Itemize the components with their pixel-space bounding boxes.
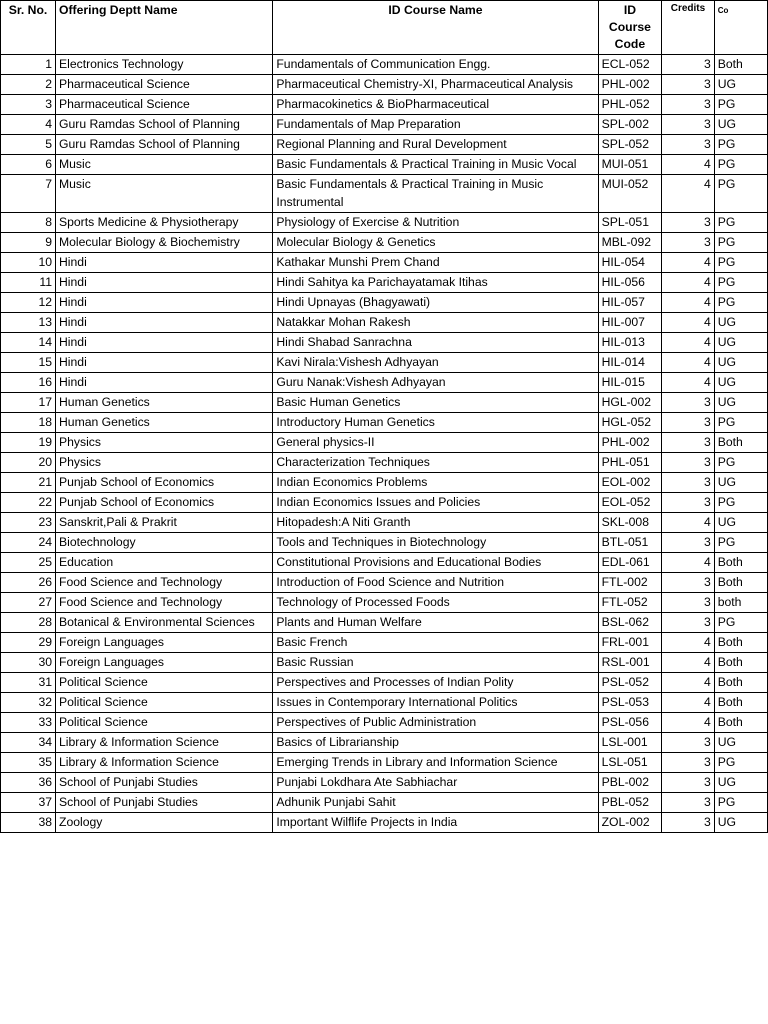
table-row: [1, 533, 768, 553]
course-code-cell: EDL-061: [598, 553, 662, 573]
sr-no-cell: 22: [1, 493, 56, 513]
header-type: Co: [714, 1, 767, 55]
header-row: [1, 1, 768, 55]
table-row: [1, 55, 768, 75]
sr-no-cell: 27: [1, 593, 56, 613]
course-name-cell: Perspectives and Processes of Indian Polity: [273, 673, 598, 693]
course-name-cell: Emerging Trends in Library and Information Science: [273, 753, 598, 773]
table-row: [1, 95, 768, 115]
level-cell: PG: [714, 135, 767, 155]
course-name-cell: Guru Nanak:Vishesh Adhyayan: [273, 373, 598, 393]
level-cell: UG: [714, 353, 767, 373]
credits-cell: 3: [662, 493, 714, 513]
dept-cell: Human Genetics: [56, 413, 273, 433]
credits-cell: 3: [662, 773, 714, 793]
sr-no-cell: 12: [1, 293, 56, 313]
level-cell: Both: [714, 633, 767, 653]
credits-cell: 4: [662, 693, 714, 713]
credits-cell: 4: [662, 155, 714, 175]
sr-no-cell: 13: [1, 313, 56, 333]
course-name-cell: Molecular Biology & Genetics: [273, 233, 598, 253]
table-row: [1, 155, 768, 175]
table-row: [1, 733, 768, 753]
level-cell: Both: [714, 433, 767, 453]
credits-cell: 3: [662, 733, 714, 753]
course-name-cell: Fundamentals of Communication Engg.: [273, 55, 598, 75]
sr-no-cell: 23: [1, 513, 56, 533]
course-name-cell: Basic Fundamentals & Practical Training in Music Instrumental: [273, 175, 598, 213]
level-cell: PG: [714, 793, 767, 813]
course-name-cell: Basic Human Genetics: [273, 393, 598, 413]
table-row: [1, 753, 768, 773]
course-code-cell: BTL-051: [598, 533, 662, 553]
table-row: [1, 135, 768, 155]
sr-no-cell: 31: [1, 673, 56, 693]
sr-no-cell: 16: [1, 373, 56, 393]
course-code-cell: FTL-002: [598, 573, 662, 593]
sr-no-cell: 1: [1, 55, 56, 75]
course-name-cell: Kathakar Munshi Prem Chand: [273, 253, 598, 273]
course-name-cell: Indian Economics Issues and Policies: [273, 493, 598, 513]
dept-cell: Library & Information Science: [56, 733, 273, 753]
course-name-cell: Characterization Techniques: [273, 453, 598, 473]
course-code-cell: FTL-052: [598, 593, 662, 613]
course-name-cell: Constitutional Provisions and Educational Bodies: [273, 553, 598, 573]
credits-cell: 4: [662, 373, 714, 393]
table-row: [1, 673, 768, 693]
table-row: [1, 373, 768, 393]
level-cell: UG: [714, 473, 767, 493]
credits-cell: 4: [662, 175, 714, 213]
sr-no-cell: 4: [1, 115, 56, 135]
credits-cell: 3: [662, 793, 714, 813]
course-name-cell: Perspectives of Public Administration: [273, 713, 598, 733]
level-cell: PG: [714, 233, 767, 253]
credits-cell: 3: [662, 813, 714, 833]
course-code-cell: PSL-056: [598, 713, 662, 733]
table-row: [1, 253, 768, 273]
course-code-cell: HIL-054: [598, 253, 662, 273]
credits-cell: 3: [662, 753, 714, 773]
level-cell: Both: [714, 553, 767, 573]
sr-no-cell: 24: [1, 533, 56, 553]
credits-cell: 3: [662, 135, 714, 155]
dept-cell: Human Genetics: [56, 393, 273, 413]
level-cell: PG: [714, 413, 767, 433]
course-code-cell: SPL-051: [598, 213, 662, 233]
sr-no-cell: 10: [1, 253, 56, 273]
credits-cell: 3: [662, 433, 714, 453]
table-row: [1, 513, 768, 533]
header-course-code: [598, 1, 662, 55]
course-name-cell: Adhunik Punjabi Sahit: [273, 793, 598, 813]
course-code-cell: PSL-052: [598, 673, 662, 693]
table-row: [1, 233, 768, 253]
level-cell: Both: [714, 713, 767, 733]
course-code-cell: LSL-051: [598, 753, 662, 773]
header-code-line3: Code: [614, 37, 646, 51]
level-cell: UG: [714, 333, 767, 353]
header-credits: Credits: [662, 1, 714, 55]
level-cell: UG: [714, 373, 767, 393]
course-name-cell: General physics-II: [273, 433, 598, 453]
dept-cell: Foreign Languages: [56, 653, 273, 673]
table-row: [1, 613, 768, 633]
course-name-cell: Physiology of Exercise & Nutrition: [273, 213, 598, 233]
sr-no-cell: 15: [1, 353, 56, 373]
course-code-cell: HGL-002: [598, 393, 662, 413]
dept-cell: Sports Medicine & Physiotherapy: [56, 213, 273, 233]
course-name-cell: Plants and Human Welfare: [273, 613, 598, 633]
dept-cell: Guru Ramdas School of Planning: [56, 115, 273, 135]
level-cell: PG: [714, 273, 767, 293]
level-cell: PG: [714, 213, 767, 233]
dept-cell: Hindi: [56, 313, 273, 333]
credits-cell: 4: [662, 293, 714, 313]
level-cell: PG: [714, 155, 767, 175]
credits-cell: 4: [662, 333, 714, 353]
level-cell: PG: [714, 253, 767, 273]
credits-cell: 3: [662, 413, 714, 433]
dept-cell: Political Science: [56, 713, 273, 733]
dept-cell: Pharmaceutical Science: [56, 75, 273, 95]
dept-cell: Electronics Technology: [56, 55, 273, 75]
course-code-cell: ECL-052: [598, 55, 662, 75]
course-name-cell: Hindi Sahitya ka Parichayatamak Itihas: [273, 273, 598, 293]
table-row: [1, 553, 768, 573]
course-name-cell: Hindi Upnayas (Bhagyawati): [273, 293, 598, 313]
header-course-name: ID Course Name: [273, 1, 598, 55]
table-row: [1, 175, 768, 213]
credits-cell: 4: [662, 353, 714, 373]
dept-cell: Punjab School of Economics: [56, 493, 273, 513]
table-row: [1, 273, 768, 293]
course-code-cell: FRL-001: [598, 633, 662, 653]
dept-cell: Sanskrit,Pali & Prakrit: [56, 513, 273, 533]
level-cell: UG: [714, 75, 767, 95]
course-name-cell: Kavi Nirala:Vishesh Adhyayan: [273, 353, 598, 373]
header-code-line2: Course: [608, 20, 651, 34]
sr-no-cell: 36: [1, 773, 56, 793]
dept-cell: Political Science: [56, 673, 273, 693]
dept-cell: Library & Information Science: [56, 753, 273, 773]
table-row: [1, 473, 768, 493]
course-code-cell: HIL-056: [598, 273, 662, 293]
sr-no-cell: 28: [1, 613, 56, 633]
credits-cell: 3: [662, 75, 714, 95]
table-body: [1, 55, 768, 833]
table-row: [1, 353, 768, 373]
course-code-cell: EOL-052: [598, 493, 662, 513]
sr-no-cell: 37: [1, 793, 56, 813]
course-code-cell: PBL-052: [598, 793, 662, 813]
sr-no-cell: 21: [1, 473, 56, 493]
sr-no-cell: 9: [1, 233, 56, 253]
dept-cell: Music: [56, 175, 273, 213]
level-cell: both: [714, 593, 767, 613]
dept-cell: Guru Ramdas School of Planning: [56, 135, 273, 155]
level-cell: Both: [714, 573, 767, 593]
course-code-cell: LSL-001: [598, 733, 662, 753]
credits-cell: 3: [662, 613, 714, 633]
level-cell: Both: [714, 55, 767, 75]
sr-no-cell: 19: [1, 433, 56, 453]
credits-cell: 4: [662, 513, 714, 533]
course-name-cell: Pharmacokinetics & BioPharmaceutical: [273, 95, 598, 115]
level-cell: PG: [714, 175, 767, 213]
course-name-cell: Basics of Librarianship: [273, 733, 598, 753]
sr-no-cell: 35: [1, 753, 56, 773]
sr-no-cell: 11: [1, 273, 56, 293]
dept-cell: Hindi: [56, 373, 273, 393]
sr-no-cell: 18: [1, 413, 56, 433]
table-row: [1, 573, 768, 593]
level-cell: PG: [714, 95, 767, 115]
credits-cell: 4: [662, 673, 714, 693]
course-code-cell: ZOL-002: [598, 813, 662, 833]
table-row: [1, 593, 768, 613]
sr-no-cell: 30: [1, 653, 56, 673]
credits-cell: 3: [662, 95, 714, 115]
course-code-cell: PBL-002: [598, 773, 662, 793]
header-code-line1: ID: [623, 3, 636, 17]
level-cell: Both: [714, 653, 767, 673]
course-code-cell: SPL-052: [598, 135, 662, 155]
sr-no-cell: 26: [1, 573, 56, 593]
course-name-cell: Introductory Human Genetics: [273, 413, 598, 433]
dept-cell: Punjab School of Economics: [56, 473, 273, 493]
course-name-cell: Introduction of Food Science and Nutrition: [273, 573, 598, 593]
level-cell: UG: [714, 313, 767, 333]
course-code-cell: PHL-002: [598, 75, 662, 95]
level-cell: UG: [714, 393, 767, 413]
table-row: [1, 413, 768, 433]
table-row: [1, 653, 768, 673]
sr-no-cell: 29: [1, 633, 56, 653]
dept-cell: Food Science and Technology: [56, 593, 273, 613]
credits-cell: 3: [662, 473, 714, 493]
dept-cell: Pharmaceutical Science: [56, 95, 273, 115]
sr-no-cell: 8: [1, 213, 56, 233]
credits-cell: 3: [662, 533, 714, 553]
sr-no-cell: 32: [1, 693, 56, 713]
level-cell: Both: [714, 693, 767, 713]
course-code-cell: RSL-001: [598, 653, 662, 673]
dept-cell: Hindi: [56, 293, 273, 313]
sr-no-cell: 3: [1, 95, 56, 115]
level-cell: PG: [714, 613, 767, 633]
level-cell: PG: [714, 753, 767, 773]
table-row: [1, 793, 768, 813]
course-name-cell: Pharmaceutical Chemistry-XI, Pharmaceutical Analysis: [273, 75, 598, 95]
table-row: [1, 453, 768, 473]
table-row: [1, 433, 768, 453]
table-row: [1, 693, 768, 713]
dept-cell: Biotechnology: [56, 533, 273, 553]
header-sr-no: Sr. No.: [1, 1, 56, 55]
course-name-cell: Issues in Contemporary International Politics: [273, 693, 598, 713]
table-row: [1, 713, 768, 733]
course-code-cell: HIL-007: [598, 313, 662, 333]
course-name-cell: Important Wilflife Projects in India: [273, 813, 598, 833]
dept-cell: Physics: [56, 453, 273, 473]
course-name-cell: Indian Economics Problems: [273, 473, 598, 493]
sr-no-cell: 6: [1, 155, 56, 175]
credits-cell: 4: [662, 273, 714, 293]
credits-cell: 4: [662, 313, 714, 333]
sr-no-cell: 25: [1, 553, 56, 573]
level-cell: PG: [714, 493, 767, 513]
credits-cell: 3: [662, 213, 714, 233]
level-cell: UG: [714, 733, 767, 753]
sr-no-cell: 17: [1, 393, 56, 413]
sr-no-cell: 33: [1, 713, 56, 733]
credits-cell: 3: [662, 593, 714, 613]
course-code-cell: PHL-002: [598, 433, 662, 453]
sr-no-cell: 34: [1, 733, 56, 753]
dept-cell: School of Punjabi Studies: [56, 793, 273, 813]
level-cell: PG: [714, 453, 767, 473]
table-row: [1, 493, 768, 513]
table-row: [1, 213, 768, 233]
course-name-cell: Technology of Processed Foods: [273, 593, 598, 613]
dept-cell: Foreign Languages: [56, 633, 273, 653]
dept-cell: Botanical & Environmental Sciences: [56, 613, 273, 633]
course-code-cell: HIL-015: [598, 373, 662, 393]
level-cell: PG: [714, 533, 767, 553]
level-cell: UG: [714, 813, 767, 833]
dept-cell: Hindi: [56, 353, 273, 373]
credits-cell: 4: [662, 633, 714, 653]
dept-cell: Food Science and Technology: [56, 573, 273, 593]
course-name-cell: Basic French: [273, 633, 598, 653]
dept-cell: Hindi: [56, 273, 273, 293]
credits-cell: 3: [662, 393, 714, 413]
sr-no-cell: 20: [1, 453, 56, 473]
credits-cell: 4: [662, 713, 714, 733]
credits-cell: 3: [662, 573, 714, 593]
course-code-cell: SKL-008: [598, 513, 662, 533]
sr-no-cell: 5: [1, 135, 56, 155]
level-cell: Both: [714, 673, 767, 693]
course-name-cell: Hitopadesh:A Niti Granth: [273, 513, 598, 533]
level-cell: UG: [714, 115, 767, 135]
level-cell: UG: [714, 773, 767, 793]
course-name-cell: Fundamentals of Map Preparation: [273, 115, 598, 135]
course-code-cell: HIL-014: [598, 353, 662, 373]
table-row: [1, 75, 768, 95]
course-code-cell: HIL-013: [598, 333, 662, 353]
credits-cell: 3: [662, 233, 714, 253]
dept-cell: Molecular Biology & Biochemistry: [56, 233, 273, 253]
table-row: [1, 393, 768, 413]
dept-cell: Hindi: [56, 253, 273, 273]
table-row: [1, 293, 768, 313]
credits-cell: 4: [662, 253, 714, 273]
table-row: [1, 813, 768, 833]
sr-no-cell: 7: [1, 175, 56, 213]
dept-cell: Zoology: [56, 813, 273, 833]
sr-no-cell: 2: [1, 75, 56, 95]
course-code-cell: BSL-062: [598, 613, 662, 633]
table-row: [1, 333, 768, 353]
course-code-cell: PHL-051: [598, 453, 662, 473]
course-name-cell: Basic Fundamentals & Practical Training in Music Vocal: [273, 155, 598, 175]
course-code-cell: MUI-052: [598, 175, 662, 213]
sr-no-cell: 38: [1, 813, 56, 833]
credits-cell: 3: [662, 453, 714, 473]
credits-cell: 3: [662, 55, 714, 75]
course-code-cell: HIL-057: [598, 293, 662, 313]
dept-cell: Music: [56, 155, 273, 175]
credits-cell: 4: [662, 653, 714, 673]
course-name-cell: Tools and Techniques in Biotechnology: [273, 533, 598, 553]
course-name-cell: Natakkar Mohan Rakesh: [273, 313, 598, 333]
sr-no-cell: 14: [1, 333, 56, 353]
table-row: [1, 773, 768, 793]
course-code-cell: EOL-002: [598, 473, 662, 493]
course-name-cell: Basic Russian: [273, 653, 598, 673]
course-code-cell: PSL-053: [598, 693, 662, 713]
course-code-cell: MUI-051: [598, 155, 662, 175]
course-name-cell: Hindi Shabad Sanrachna: [273, 333, 598, 353]
course-name-cell: Regional Planning and Rural Development: [273, 135, 598, 155]
level-cell: PG: [714, 293, 767, 313]
level-cell: UG: [714, 513, 767, 533]
course-name-cell: Punjabi Lokdhara Ate Sabhiachar: [273, 773, 598, 793]
dept-cell: Political Science: [56, 693, 273, 713]
dept-cell: Education: [56, 553, 273, 573]
table-row: [1, 115, 768, 135]
course-code-cell: HGL-052: [598, 413, 662, 433]
dept-cell: Hindi: [56, 333, 273, 353]
header-dept: Offering Deptt Name: [56, 1, 273, 55]
course-code-cell: MBL-092: [598, 233, 662, 253]
dept-cell: School of Punjabi Studies: [56, 773, 273, 793]
credits-cell: 3: [662, 115, 714, 135]
credits-cell: 4: [662, 553, 714, 573]
course-code-cell: PHL-052: [598, 95, 662, 115]
table-row: [1, 313, 768, 333]
dept-cell: Physics: [56, 433, 273, 453]
course-code-cell: SPL-002: [598, 115, 662, 135]
table-row: [1, 633, 768, 653]
